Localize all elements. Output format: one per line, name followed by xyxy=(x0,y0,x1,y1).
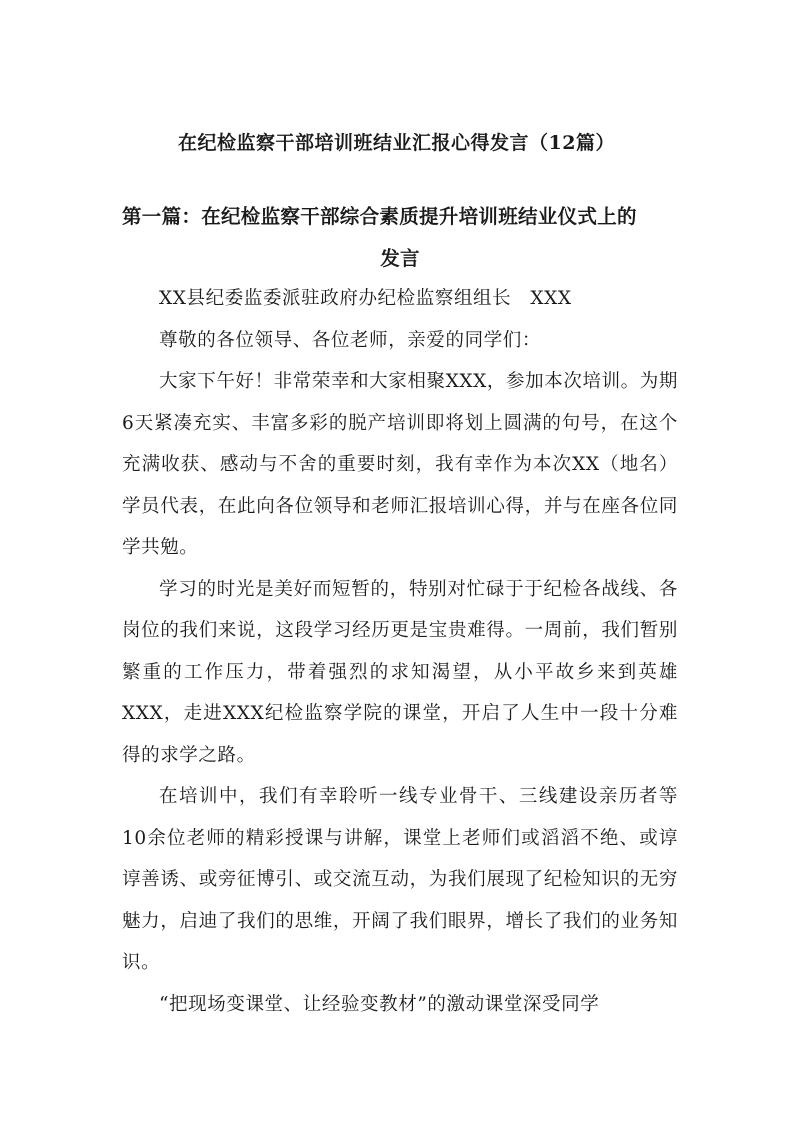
document-title: 在纪检监察干部培训班结业汇报心得发言（12篇） xyxy=(178,132,615,154)
body-paragraph-2: 学习的时光是美好而短暂的，特别对忙碌于于纪检各战线、各岗位的我们来说，这段学习经历更是宝贵难得。一周前，我们暂别繁重的工作压力，带着强烈的求知渴望，从小平故乡来到英雄XXX，走进XXX纪检监察学院的课堂，开启了人生中一段十分难得的求学之路。 xyxy=(122,578,678,766)
body-paragraph-4: “把现场变课堂、让经验变教材”的激动课堂深受同学 xyxy=(159,993,600,1015)
section-heading-line-2: 发言 xyxy=(380,247,420,270)
body-paragraph-3: 在培训中，我们有幸聆听一线专业骨干、三线建设亲历者等10余位老师的精彩授课与讲解，课堂上老师们或滔滔不绝、或谆谆善诱、或旁征博引、或交流互动，为我们展现了纪检知识的无穷魅力，启迪了我们的思维，开阔了我们眼界，增长了我们的业务知识。 xyxy=(122,786,678,973)
body-paragraph-1: 大家下午好！非常荣幸和大家相聚XXX，参加本次培训。为期6天紧凑充实、丰富多彩的脱产培训即将划上圆满的句号，在这个充满收获、感动与不舍的重要时刻，我有幸作为本次XX（地名）学员代表，在此向各位领导和老师汇报培训心得，并与在座各位同学共勉。 xyxy=(122,371,678,558)
byline: XX县纪委监委派驻政府办纪检监察组组长 XXX xyxy=(159,288,572,309)
salutation: 尊敬的各位领导、各位老师，亲爱的同学们： xyxy=(159,329,542,351)
section-heading xyxy=(122,196,678,280)
document-body xyxy=(122,278,678,1025)
section-heading-line-1: 第一篇：在纪检监察干部综合素质提升培训班结业仪式上的 xyxy=(122,205,637,228)
